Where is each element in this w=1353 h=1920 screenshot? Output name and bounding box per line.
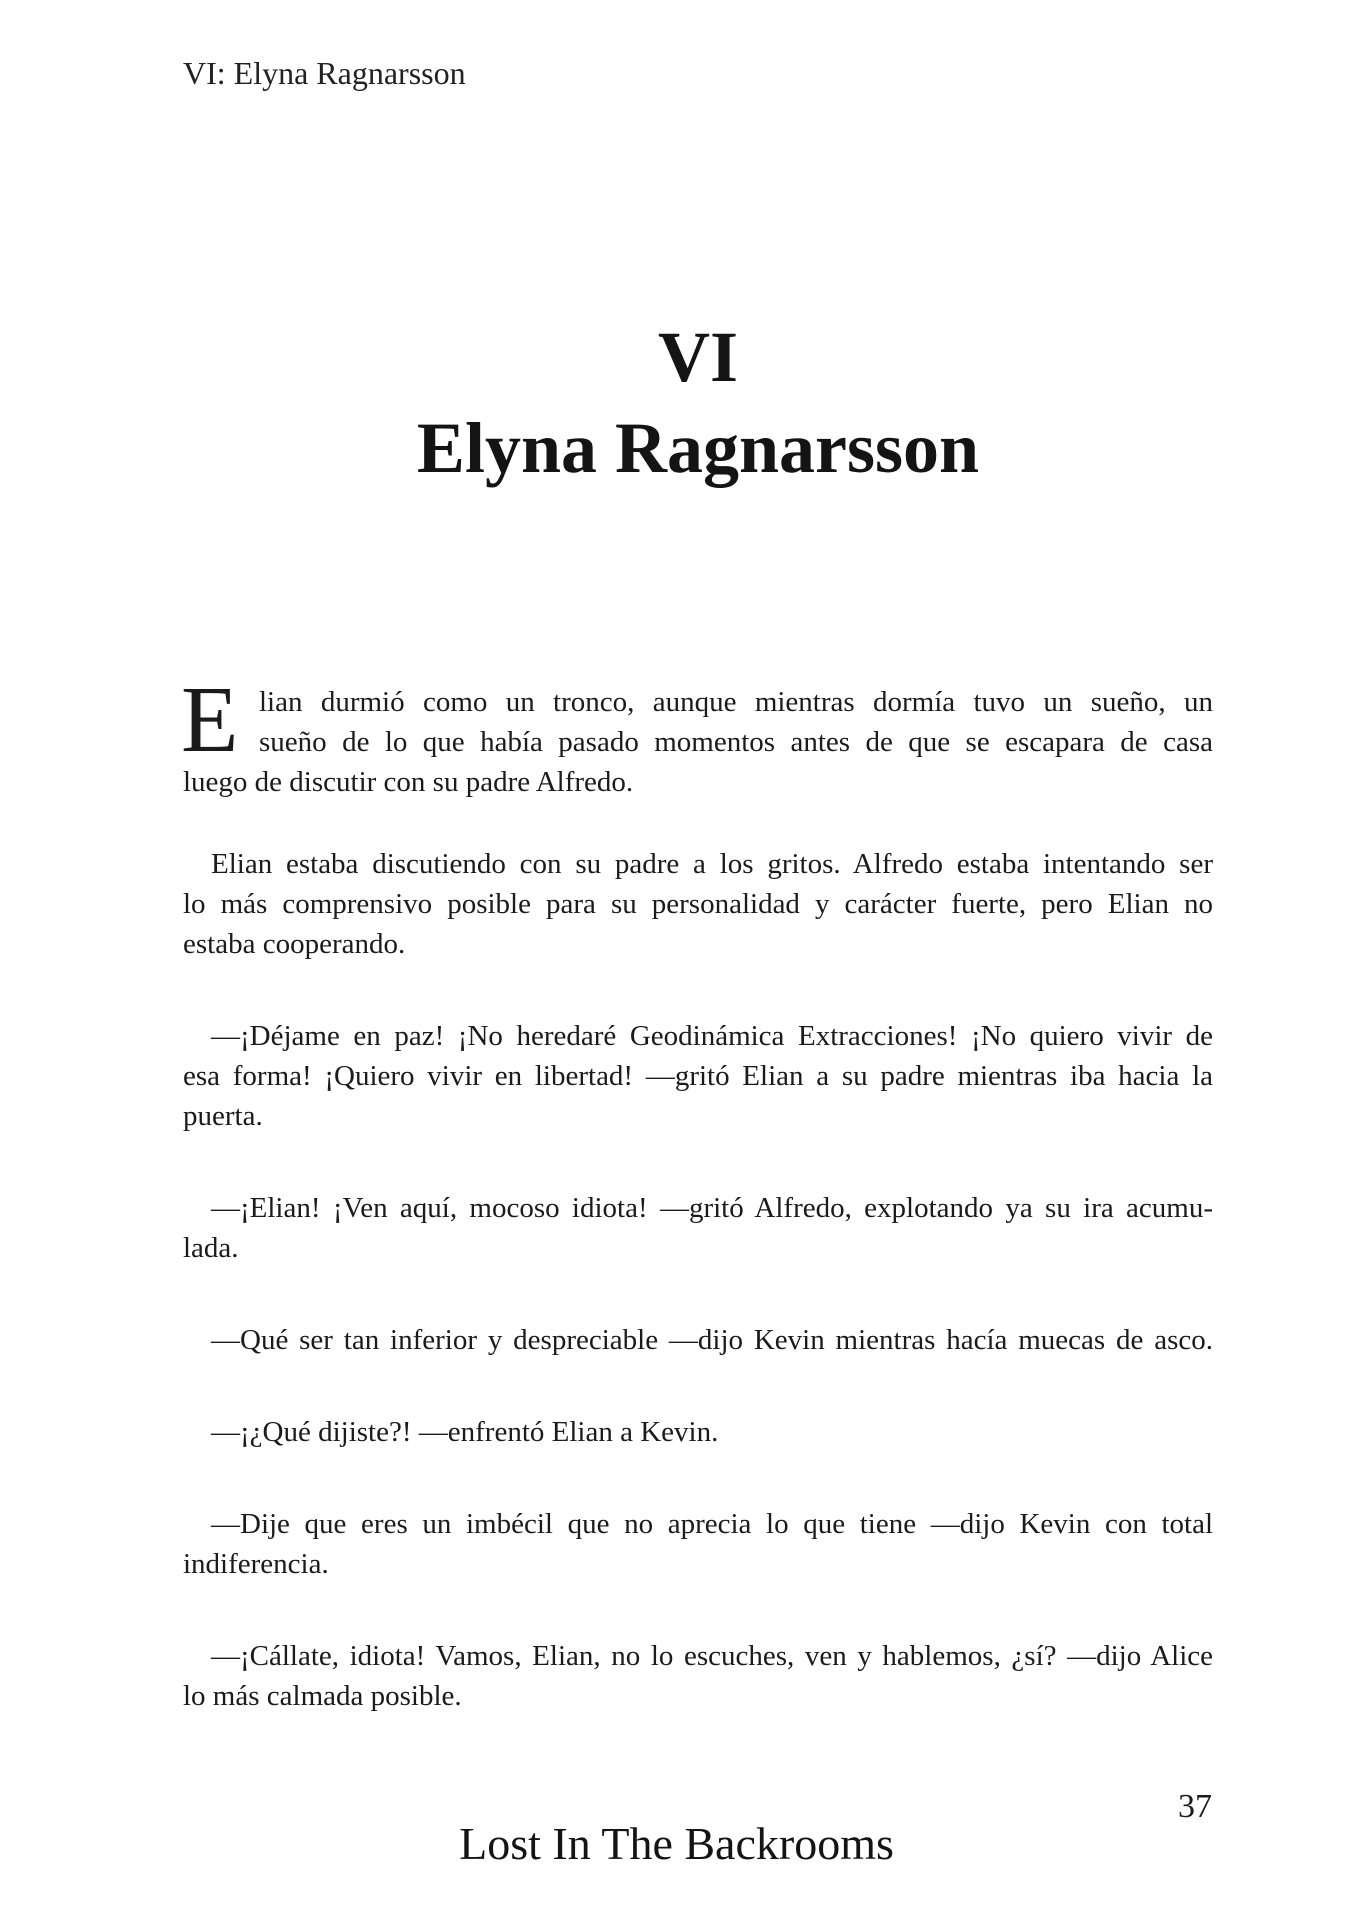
text-line: lian durmió como un tronco, aunque mientras dormía tuvo un sueño, un [259, 686, 1213, 718]
text-line: lada. [183, 1232, 239, 1264]
chapter-heading [183, 312, 1213, 494]
text-line: —Qué ser tan inferior y despreciable —dijo Kevin mientras hacía muecas de asco. [211, 1324, 1213, 1356]
chapter-number: VI [657, 317, 738, 397]
paragraph [183, 1504, 1213, 1584]
text-line: estaba cooperando. [183, 928, 406, 960]
paragraph [183, 1188, 1213, 1268]
paragraph [183, 1412, 1213, 1452]
text-line: esa forma! ¡Quiero vivir en libertad! —gritó Elian a su padre mientras iba hacia la [183, 1060, 1213, 1092]
text-line: —¡Déjame en paz! ¡No heredaré Geodinámica Extracciones! ¡No quiero vivir de [211, 1020, 1213, 1052]
text-line: sueño de lo que había pasado momentos antes de que se escapara de casa [259, 726, 1213, 758]
chapter-body [181, 668, 1213, 1768]
page-number: 37 [1178, 1788, 1212, 1825]
running-header: VI: Elyna Ragnarsson [183, 55, 466, 91]
paragraph [183, 1016, 1213, 1136]
text-line: —¡Elian! ¡Ven aquí, mocoso idiota! —gritó Alfredo, explotando ya su ira acumu- [211, 1192, 1213, 1224]
text-line: lo más comprensivo posible para su personalidad y carácter fuerte, pero Elian no [183, 888, 1213, 920]
paragraph [183, 844, 1213, 964]
text-line: —¡¿Qué dijiste?! —enfrentó Elian a Kevin. [211, 1416, 719, 1448]
drop-cap: E [181, 668, 239, 772]
paragraph [183, 1320, 1213, 1360]
text-line: lo más calmada posible. [183, 1680, 462, 1712]
chapter-title: Elyna Ragnarsson [416, 408, 980, 488]
book-title-footer: Lost In The Backrooms [459, 1818, 894, 1869]
text-line: —Dije que eres un imbécil que no aprecia lo que tiene —dijo Kevin con total [211, 1508, 1213, 1540]
text-line: indiferencia. [183, 1548, 329, 1580]
text-line: puerta. [183, 1100, 263, 1132]
text-line: luego de discutir con su padre Alfredo. [183, 766, 634, 798]
paragraph [181, 668, 1213, 802]
paragraph [183, 1636, 1213, 1716]
text-line: Elian estaba discutiendo con su padre a los gritos. Alfredo estaba intentando ser [211, 848, 1213, 880]
text-line: —¡Cállate, idiota! Vamos, Elian, no lo escuches, ven y hablemos, ¿sí? —dijo Alice [211, 1640, 1213, 1672]
